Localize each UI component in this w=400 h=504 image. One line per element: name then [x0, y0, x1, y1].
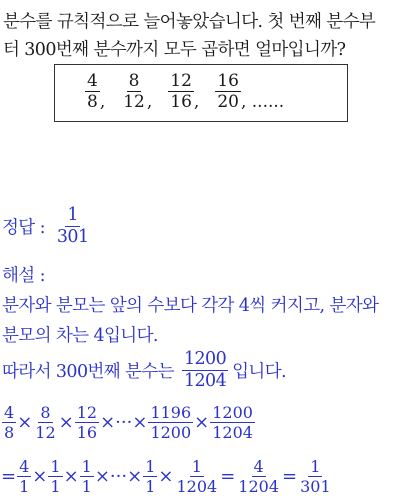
- product-fraction: $\frac{1196}{1200}$: [150, 403, 192, 443]
- answer-row: [2, 206, 90, 247]
- question-line-2: 터 300번째 분수까지 모두 곱하면 얼마입니까?: [3, 40, 346, 60]
- explanation-line-1: 분자와 분모는 앞의 수보다 각각 4씩 커지고, 분자와: [2, 296, 379, 316]
- line3-prefix: 따라서 300번째 분수는: [2, 361, 174, 382]
- explanation-line-3: [2, 350, 286, 391]
- times-dots-sign: ×···×: [94, 466, 143, 488]
- sequence-fraction: $\frac{4}{8}$: [87, 71, 98, 113]
- simplified-fraction: $\frac{1}{1}$: [145, 457, 156, 497]
- equals-sign: =: [220, 466, 236, 488]
- line3-suffix: 입니다.: [232, 361, 286, 382]
- explanation-label: 해설 :: [2, 266, 45, 286]
- sequence-ellipsis: , ......: [240, 91, 285, 112]
- simplified-fraction: $\frac{4}{1}$: [19, 457, 30, 497]
- times-dots-sign: ×···×: [100, 412, 148, 434]
- answer-fraction: $\frac{1}{301}$: [56, 205, 89, 247]
- sequence-fraction: $\frac{16}{20}$: [217, 71, 239, 113]
- explanation-line-2: 분모의 차는 4입니다.: [2, 326, 158, 346]
- times-sign: ×: [158, 466, 174, 488]
- sequence-fraction: $\frac{8}{12}$: [123, 71, 145, 113]
- times-sign: ×: [58, 412, 74, 434]
- product-fraction: $\frac{12}{16}$: [76, 403, 98, 443]
- product-expression: [2, 404, 255, 442]
- equals-sign: =: [1, 466, 17, 488]
- times-sign: ×: [63, 466, 79, 488]
- sequence-fraction: $\frac{12}{16}$: [170, 71, 192, 113]
- equals-sign: =: [282, 466, 298, 488]
- simplified-fraction: $\frac{1}{1}$: [50, 457, 61, 497]
- sequence-separator: ,: [193, 91, 200, 112]
- simplified-fraction: $\frac{1}{1204}$: [176, 457, 218, 497]
- simplified-fraction: $\frac{1}{1}$: [81, 457, 92, 497]
- sequence-box: [54, 64, 348, 122]
- simplified-expression: [0, 458, 333, 496]
- sequence-separator: ,: [146, 91, 153, 112]
- question-line-1: 분수를 규칙적으로 늘어놓았습니다. 첫 번째 분수부: [3, 12, 376, 32]
- times-sign: ×: [17, 412, 33, 434]
- answer-label: 정답 :: [2, 217, 45, 238]
- fraction-sequence: [85, 72, 284, 112]
- fraction-1200-1204: $\frac{1200}{1204}$: [183, 349, 227, 391]
- result-mid-fraction: $\frac{4}{1204}$: [238, 457, 279, 497]
- product-fraction: $\frac{4}{8}$: [4, 403, 15, 443]
- times-sign: ×: [194, 412, 210, 434]
- product-fraction: $\frac{8}{12}$: [35, 403, 56, 443]
- sequence-separator: ,: [99, 91, 106, 112]
- result-final-fraction: $\frac{1}{301}$: [300, 457, 331, 497]
- times-sign: ×: [32, 466, 48, 488]
- product-fraction: $\frac{1200}{1204}$: [212, 403, 253, 443]
